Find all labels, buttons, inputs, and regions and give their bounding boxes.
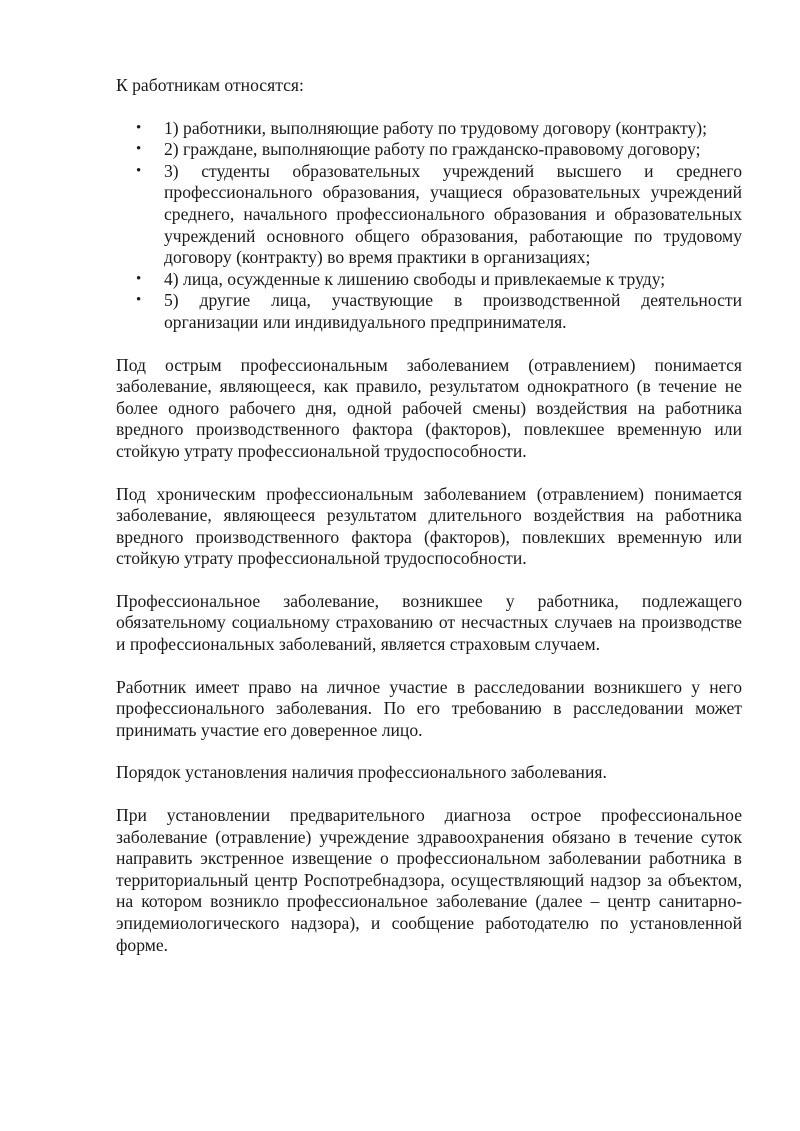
list-item-text: 5) другие лица, участвующие в производственной деятельности организации или индивидуального предпринимателя. [164,290,742,332]
list-item-text: 1) работники, выполняющие работу по трудовому договору (контракту); [164,117,708,138]
bullet-icon: • [136,292,142,309]
paragraph-preliminary-diagnosis: При установлении предварительного диагноза острое профессиональное заболевание (отравление) учреждение здравоохранения обязано в течение суток направить экстренное извещение о профессиональном заболевании работника в территориальный центр Роспотребнадзора, осуществляющий надзор за объектом, на котором возникло профессиональное заболевание (далее – центр санитарно-эпидемиологического надзора), и сообщение работодателю по установленной форме. [116,805,742,955]
list-item [136,139,742,161]
workers-list [116,118,742,334]
paragraph-chronic-disease: Под хроническим профессиональным заболеванием (отравлением) понимается заболевание, являющееся результатом длительного воздействия на работника вредного производственного фактора (факторов), повлекших временную или стойкую утрату профессиональной трудоспособности. [116,483,742,569]
intro-text: К работникам относятся: [116,75,304,95]
list-item-text: 4) лица, осужденные к лишению свободы и привлекаемые к труду; [164,268,666,289]
bullet-icon: • [136,119,142,136]
list-item [136,268,742,291]
list-item-text: 2) граждане, выполняющие работу по гражданско-правовому договору; [164,139,701,160]
paragraph-insurance-case: Профессиональное заболевание, возникшее у работника, подлежащего обязательному социальному страхованию от несчастных случаев на производстве и профессиональных заболеваний, является страховым случаем. [116,590,742,655]
paragraph-investigation-right: Работник имеет право на личное участие в расследовании возникшего у него профессионального заболевания. По его требованию в расследовании может принимать участие его доверенное лицо. [116,676,742,740]
list-item [136,290,742,333]
paragraph-procedure-heading: Порядок установления наличия профессионального заболевания. [116,762,607,783]
document-page [116,75,742,977]
bullet-icon: • [136,270,142,287]
list-item-text: 3) студенты образовательных учреждений высшего и среднего профессионального образования, учащиеся образовательных учреждений среднего, начального профессионального образования и образовательных учреждений основного общего образования, работающие по трудовому договору (контракту) во время практики в организациях; [164,160,742,268]
list-item [136,160,742,269]
bullet-icon: • [136,162,142,179]
paragraph-acute-disease: Под острым профессиональным заболеванием (отравлением) понимается заболевание, являющееся, как правило, результатом однократного (в течение не более одного рабочего дня, одной рабочей смены) воздействия на работника вредного производственного фактора (факторов), повлекшее временную или стойкую утрату профессиональной трудоспособности. [116,354,742,461]
bullet-icon: • [136,141,142,158]
list-item [136,117,742,140]
